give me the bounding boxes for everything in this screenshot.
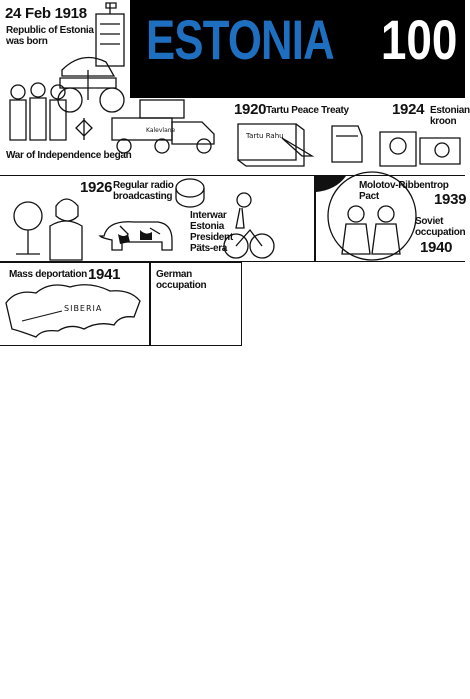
- cell-1918: [0, 0, 232, 175]
- siberia-map: [0, 263, 150, 347]
- republic-text: Republic of Estonia was born: [6, 25, 94, 47]
- molotov-year: 1939: [434, 191, 467, 208]
- cell-1941-deport: [0, 262, 150, 346]
- svg-text:A: A: [184, 184, 188, 190]
- molotov-text: Molotov-Ribbentrop Pact: [359, 180, 449, 202]
- german-text: German occupation: [156, 269, 207, 291]
- svg-text:Kalevlane: Kalevlane: [146, 127, 176, 134]
- deport-text: Mass deportation: [9, 269, 87, 280]
- cell-1926: [0, 175, 315, 262]
- title-number: 100: [380, 8, 457, 71]
- radio-year: 1926: [80, 179, 113, 196]
- treaty-illustration: [232, 98, 470, 175]
- radio-illustration: [0, 176, 315, 263]
- cell-1939: [315, 175, 465, 262]
- title-word: ESTONIA: [146, 8, 334, 71]
- republic-date: 24 Feb 1918: [5, 5, 87, 22]
- tartu-text: Tartu Peace Treaty: [266, 105, 349, 116]
- tartu-doc: Tartu Rahu: [246, 132, 284, 140]
- tartu-year: 1920: [234, 101, 267, 118]
- soviet-occ-year: 1940: [420, 239, 453, 256]
- deport-year: 1941: [88, 266, 121, 283]
- kroon-text: Estonian kroon: [430, 105, 470, 127]
- cell-german: [150, 262, 242, 346]
- radio-text: Regular radio broadcasting: [113, 180, 174, 202]
- interwar-text: Interwar Estonia President Päts-era: [190, 210, 233, 254]
- kroon-year: 1924: [392, 101, 425, 118]
- war-text: War of Independence began: [6, 150, 132, 161]
- cell-1920-1924: [232, 98, 470, 175]
- war-illustration: [0, 0, 232, 175]
- soviet-occ-text: Soviet occupation: [415, 216, 466, 238]
- siberia-label: SIBERIA: [64, 304, 103, 313]
- molotov-illustration: [316, 176, 466, 263]
